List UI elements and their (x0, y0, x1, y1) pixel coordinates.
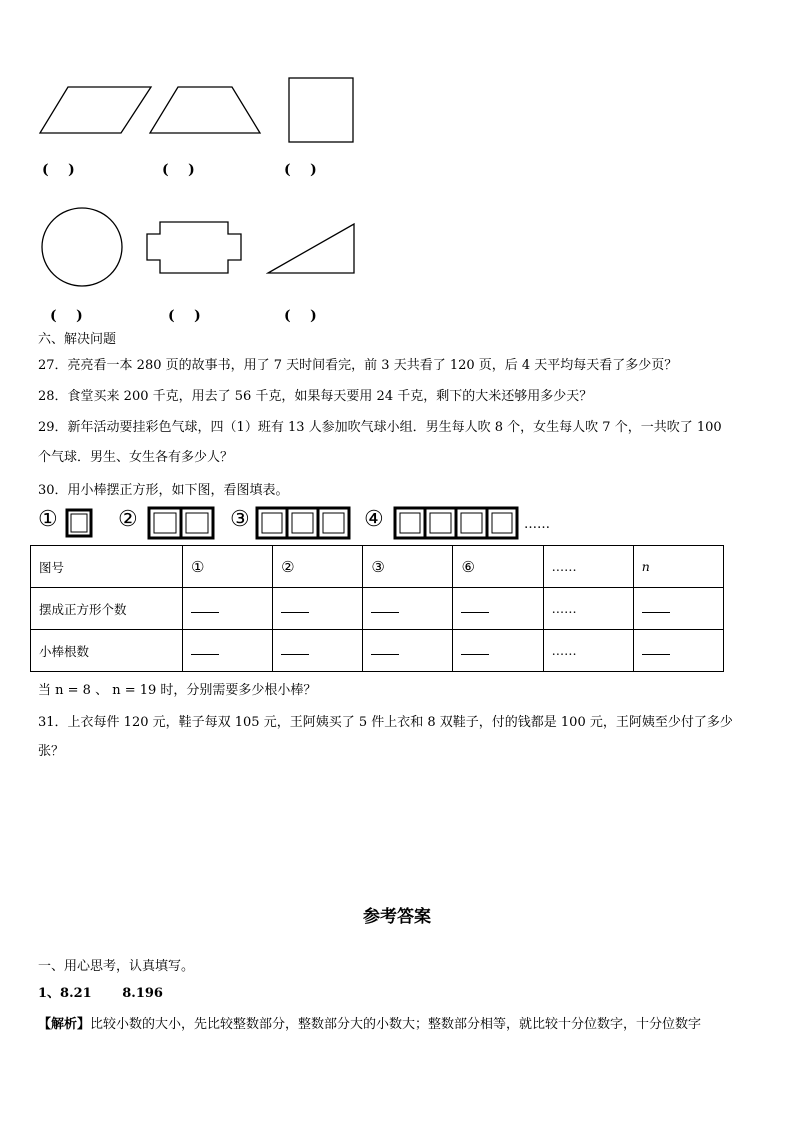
answer-1-value: 8.196 (122, 986, 163, 1001)
fill-blank[interactable] (363, 630, 453, 672)
figure-2-squares (146, 505, 216, 541)
figure-4-squares (392, 505, 520, 541)
table-row-label: 小棒根数 (31, 630, 183, 672)
figure-ellipsis: …… (524, 517, 550, 532)
table-header-cell: ② (273, 546, 363, 588)
matchstick-table (30, 545, 724, 672)
fill-blank[interactable] (363, 588, 453, 630)
square-shape (287, 76, 355, 144)
figure-1-label: ① (38, 507, 58, 532)
table-header-cell: ③ (363, 546, 453, 588)
figure-4-label: ④ (364, 507, 384, 532)
answer-1-number: 1、8.21 (38, 986, 92, 1001)
question-31-line-1: 31．上衣每件 120 元，鞋子每双 105 元，王阿姨买了 5 件上衣和 8 双鞋子，付的钱都是 100 元，王阿姨至少付了多少 (38, 715, 733, 730)
answers-title: 参考答案 (363, 907, 431, 927)
table-row-figure-number (31, 546, 724, 588)
fill-blank[interactable] (453, 588, 543, 630)
question-31-line-2: 张？ (38, 744, 65, 759)
figure-3-squares (254, 505, 352, 541)
table-row-square-count (31, 588, 724, 630)
answer-1 (38, 982, 163, 1001)
fill-blank[interactable] (273, 630, 363, 672)
table-row-label: 摆成正方形个数 (31, 588, 183, 630)
trapezoid-shape (148, 84, 262, 136)
circle-shape (40, 206, 126, 288)
question-27: 27．亮亮看一本 280 页的故事书，用了 7 天时间看完，前 3 天共看了 120 页，后 4 天平均每天看了多少页？ (38, 358, 678, 373)
figure-2-label: ② (118, 507, 138, 532)
fill-blank[interactable] (633, 588, 723, 630)
notched-rectangle-shape (145, 220, 243, 276)
table-header-label: 图号 (31, 546, 183, 588)
analysis-line (38, 1013, 701, 1032)
fill-blank[interactable] (453, 630, 543, 672)
section-heading-problem-solving: 六、解决问题 (38, 332, 117, 347)
question-30-followup: 当 n = 8 、 n = 19 时，分别需要多少根小棒？ (38, 683, 317, 698)
question-28: 28．食堂买来 200 千克，用去了 56 千克，如果每天要用 24 千克，剩下的大米还够用多少天？ (38, 389, 593, 404)
question-29-line-2: 个气球．男生、女生各有多少人？ (38, 450, 234, 465)
analysis-tag: 【解析】 (38, 1017, 91, 1032)
parallelogram-shape (38, 84, 154, 136)
fill-blank[interactable] (183, 588, 273, 630)
table-ellipsis: …… (543, 588, 633, 630)
table-header-cell: ① (183, 546, 273, 588)
figure-1-squares (64, 507, 94, 539)
table-ellipsis: …… (543, 630, 633, 672)
answers-section-one: 一、用心思考，认真填写。 (38, 959, 195, 974)
answer-blank-parallelogram: ( ) (42, 162, 75, 178)
analysis-text: 比较小数的大小，先比较整数部分，整数部分大的小数大；整数部分相等，就比较十分位数字，十分位数字 (90, 1017, 702, 1032)
question-30: 30．用小棒摆正方形，如下图，看图填表。 (38, 483, 289, 498)
fill-blank[interactable] (633, 630, 723, 672)
matchstick-figures (38, 503, 598, 541)
table-header-cell: …… (543, 546, 633, 588)
figure-3-label: ③ (230, 507, 250, 532)
table-row-stick-count (31, 630, 724, 672)
table-header-cell: n (633, 546, 723, 588)
answer-blank-trapezoid: ( ) (162, 162, 195, 178)
table-header-cell: ⑥ (453, 546, 543, 588)
answer-blank-circle: ( ) (50, 308, 83, 324)
fill-blank[interactable] (183, 630, 273, 672)
right-triangle-shape (266, 222, 358, 276)
fill-blank[interactable] (273, 588, 363, 630)
answer-blank-notched-rectangle: ( ) (168, 308, 201, 324)
answer-blank-triangle: ( ) (284, 308, 317, 324)
question-29-line-1: 29．新年活动要挂彩色气球，四（1）班有 13 人参加吹气球小组．男生每人吹 8 个，女生每人吹 7 个，一共吹了 100 (38, 420, 722, 435)
answer-blank-square: ( ) (284, 162, 317, 178)
